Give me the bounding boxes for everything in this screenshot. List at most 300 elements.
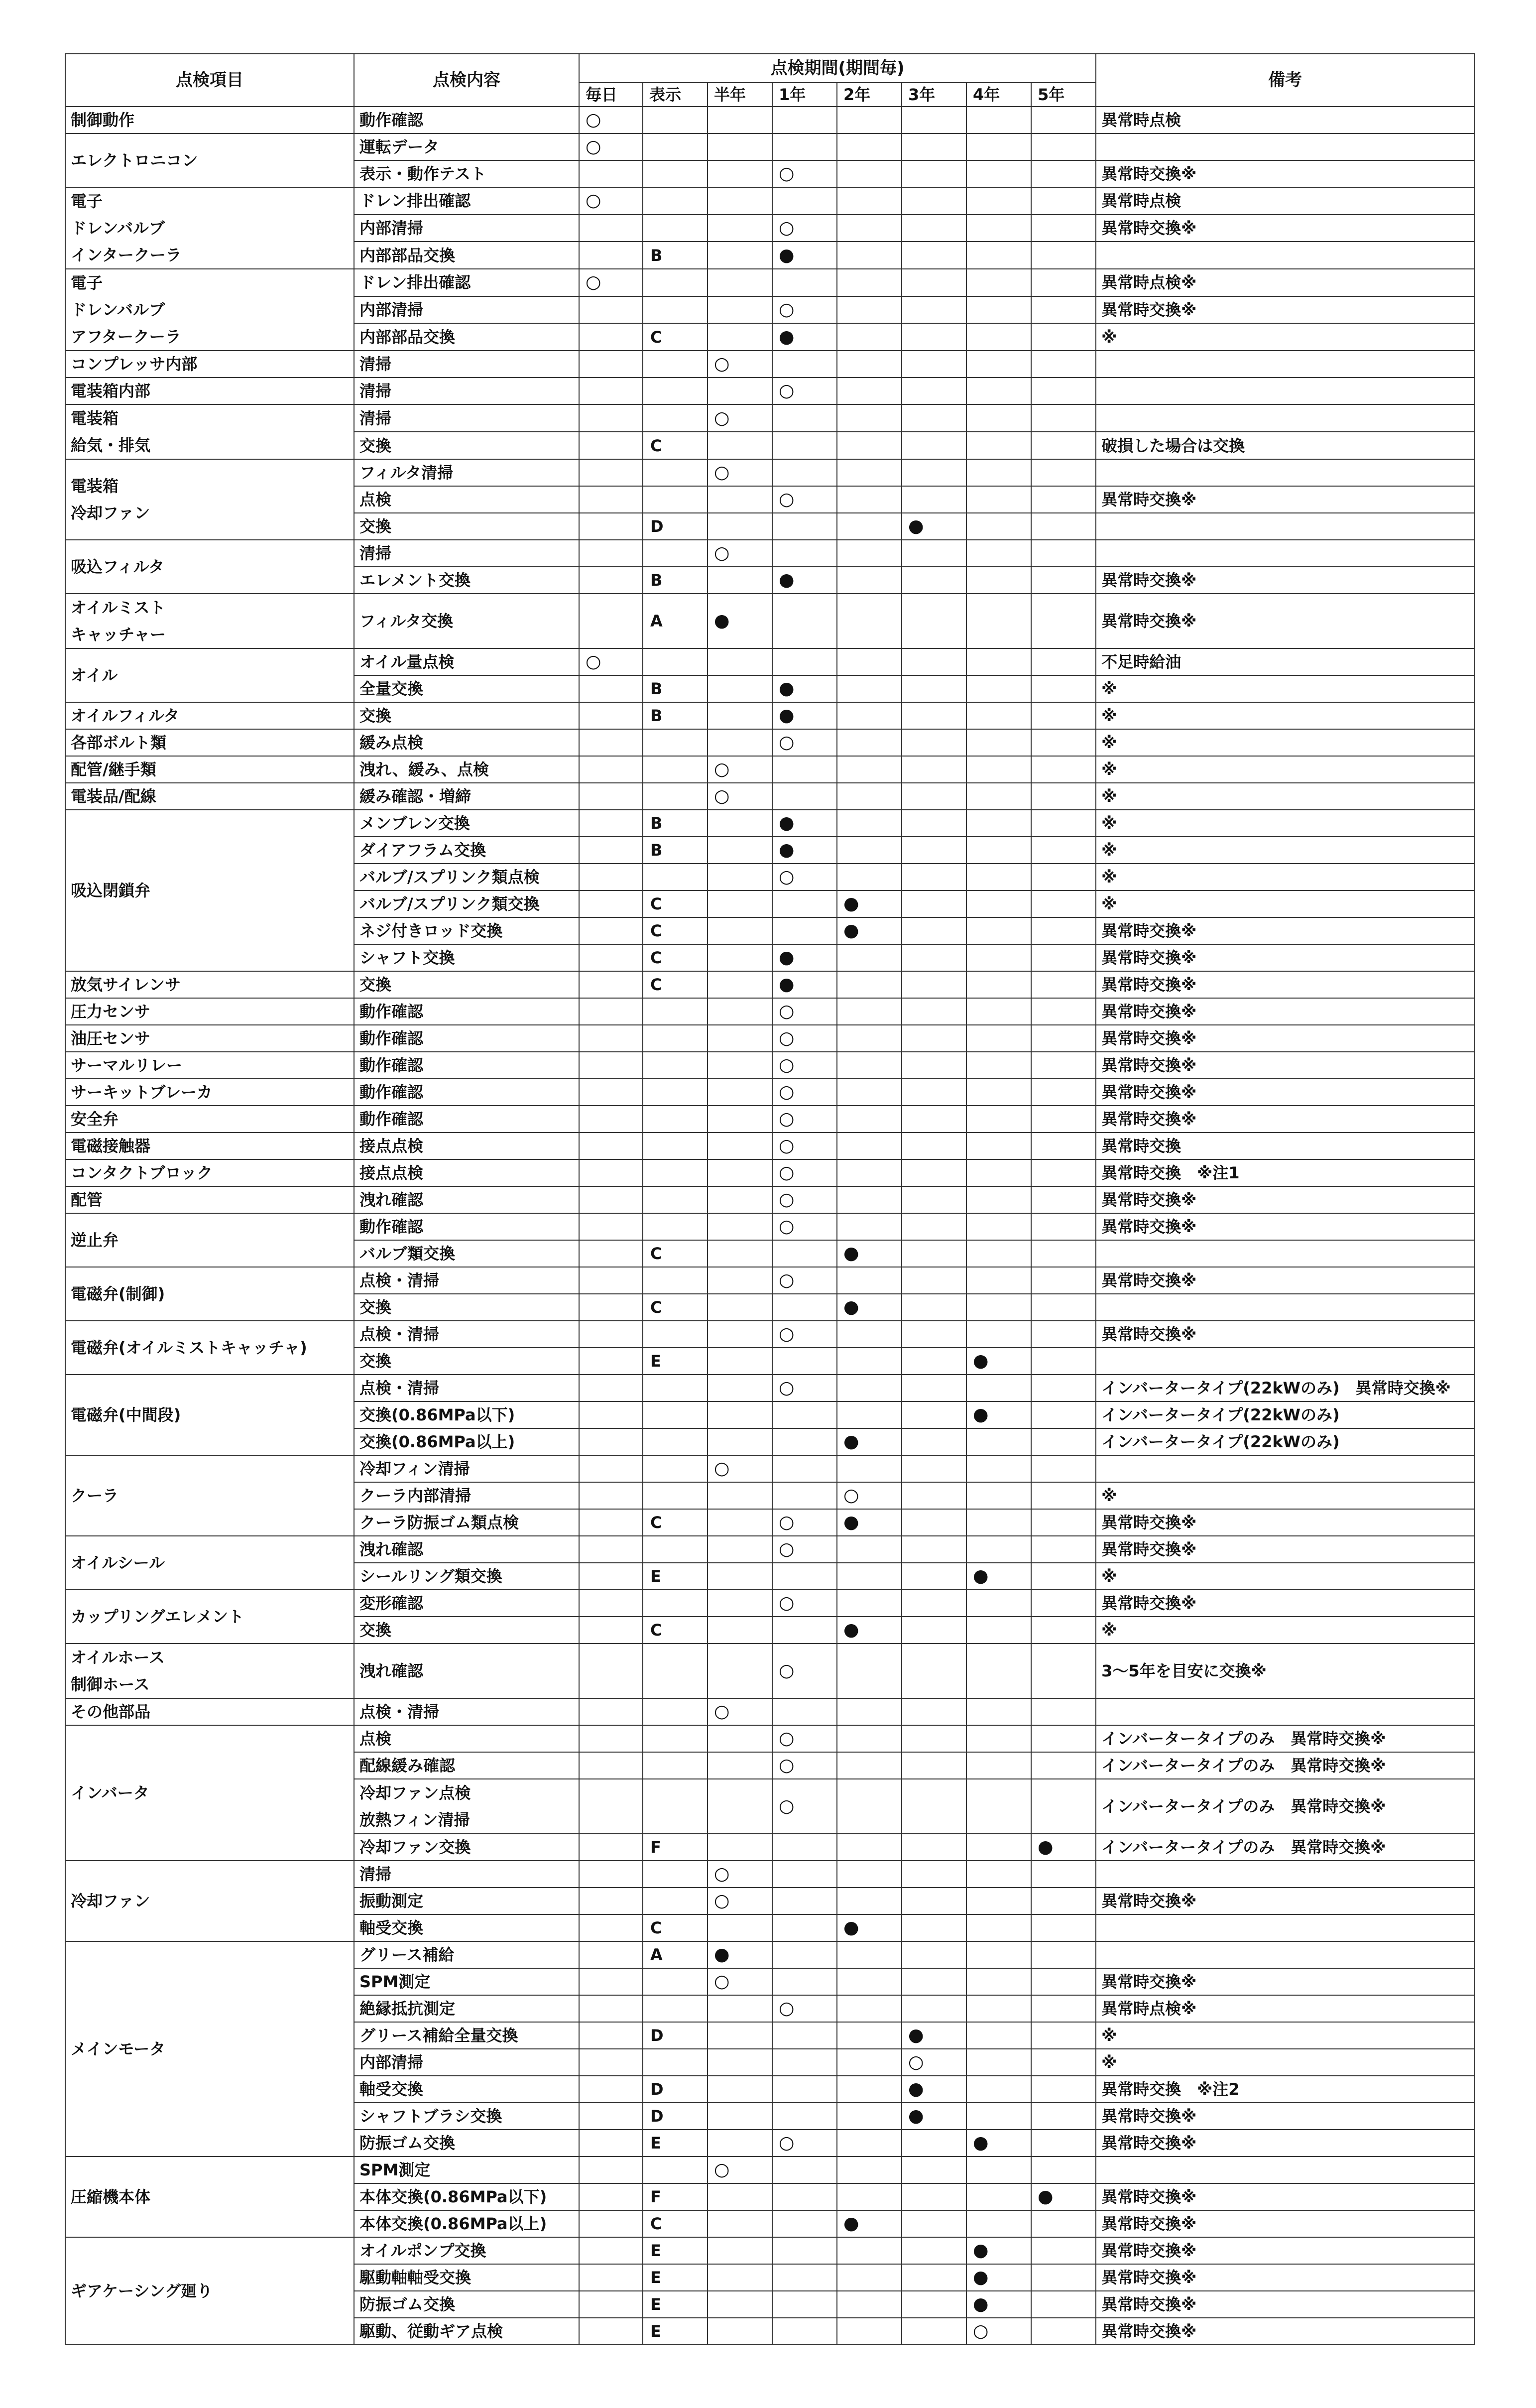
inspection-content: SPM測定 [354, 1968, 579, 1995]
maintenance-code [643, 269, 708, 296]
mark-3-year [902, 1186, 966, 1213]
text-line: 放熱フィン清掃 [359, 1810, 470, 1829]
table-row [65, 404, 1474, 432]
mark-2-year [837, 1213, 902, 1240]
inspection-item: 配管 [65, 1186, 354, 1213]
mark-daily [579, 1267, 643, 1294]
remark: 異常時交換 ※注2 [1096, 2076, 1474, 2103]
mark-daily [579, 1186, 643, 1213]
mark-3-year [902, 1159, 966, 1186]
maintenance-code: C [643, 890, 708, 917]
remark: 異常時交換※ [1096, 567, 1474, 594]
mark-daily [579, 2022, 643, 2049]
mark-5-year [1031, 917, 1096, 944]
table-row [65, 1267, 1474, 1294]
maintenance-code [643, 133, 708, 160]
inspection-content: バルブ/スプリンク類点検 [354, 864, 579, 890]
inspection-item: 電磁弁(制御) [65, 1267, 354, 1321]
inspection-content: ネジ付きロッド交換 [354, 917, 579, 944]
mark-1-year: ○ [772, 1186, 837, 1213]
mark-half-year [708, 323, 772, 351]
mark-3-year: ● [902, 513, 966, 540]
mark-half-year [708, 1133, 772, 1159]
mark-1-year: ○ [772, 1321, 837, 1348]
mark-half-year [708, 1348, 772, 1375]
mark-2-year [837, 2022, 902, 2049]
mark-3-year [902, 648, 966, 675]
inspection-item [65, 187, 354, 269]
mark-5-year [1031, 2076, 1096, 2103]
header-item: 点検項目 [65, 54, 354, 107]
remark: ※ [1096, 1617, 1474, 1644]
maintenance-code: C [643, 1294, 708, 1321]
mark-daily [579, 2210, 643, 2237]
mark-half-year: ○ [708, 1861, 772, 1888]
inspection-item: コンプレッサ内部 [65, 351, 354, 378]
mark-4-year [966, 486, 1031, 513]
remark: 異常時交換※ [1096, 1536, 1474, 1563]
mark-3-year [902, 1861, 966, 1888]
remark [1096, 513, 1474, 540]
mark-5-year [1031, 702, 1096, 729]
mark-half-year [708, 187, 772, 215]
mark-daily [579, 783, 643, 810]
mark-daily [579, 1321, 643, 1348]
mark-4-year [966, 1779, 1031, 1834]
mark-2-year [837, 2237, 902, 2264]
mark-2-year [837, 459, 902, 486]
mark-3-year [902, 1240, 966, 1267]
mark-4-year [966, 351, 1031, 378]
mark-5-year [1031, 2103, 1096, 2130]
mark-1-year [772, 540, 837, 567]
mark-daily [579, 1482, 643, 1509]
mark-3-year [902, 1267, 966, 1294]
inspection-content: オイルポンプ交換 [354, 2237, 579, 2264]
mark-5-year [1031, 2130, 1096, 2156]
maintenance-code: C [643, 1240, 708, 1267]
mark-half-year [708, 2291, 772, 2318]
table-body [65, 107, 1474, 2345]
mark-3-year [902, 729, 966, 756]
mark-daily [579, 1509, 643, 1536]
remark: インバータータイプ(22kWのみ) 異常時交換※ [1096, 1375, 1474, 1401]
mark-4-year [966, 2103, 1031, 2130]
remark [1096, 1861, 1474, 1888]
inspection-item: 安全弁 [65, 1106, 354, 1133]
mark-2-year: ● [837, 1509, 902, 1536]
remark: ※ [1096, 756, 1474, 783]
mark-half-year [708, 432, 772, 459]
mark-4-year: ● [966, 2130, 1031, 2156]
mark-2-year [837, 1052, 902, 1079]
mark-3-year [902, 567, 966, 594]
remark: 異常時交換※ [1096, 486, 1474, 513]
mark-5-year [1031, 269, 1096, 296]
maintenance-code [643, 1644, 708, 1698]
text-line: 給気・排気 [71, 436, 151, 455]
mark-half-year: ● [708, 594, 772, 648]
inspection-content: 内部部品交換 [354, 323, 579, 351]
mark-daily [579, 1995, 643, 2022]
mark-1-year [772, 1348, 837, 1375]
mark-3-year [902, 2291, 966, 2318]
mark-5-year [1031, 890, 1096, 917]
inspection-content: 配線緩み確認 [354, 1752, 579, 1779]
table-row [65, 107, 1474, 133]
mark-5-year [1031, 2264, 1096, 2291]
mark-4-year: ● [966, 1563, 1031, 1590]
remark: 異常時交換※ [1096, 1321, 1474, 1348]
mark-daily: ○ [579, 648, 643, 675]
mark-1-year [772, 351, 837, 378]
mark-2-year [837, 2049, 902, 2076]
remark: 異常時交換 ※注1 [1096, 1159, 1474, 1186]
remark: 異常時交換 [1096, 1133, 1474, 1159]
table-row [65, 1106, 1474, 1133]
mark-5-year [1031, 351, 1096, 378]
mark-2-year: ● [837, 2210, 902, 2237]
mark-2-year [837, 2076, 902, 2103]
maintenance-code [643, 1321, 708, 1348]
mark-4-year [966, 432, 1031, 459]
mark-daily [579, 1133, 643, 1159]
mark-2-year [837, 1348, 902, 1375]
remark: インバータータイプ(22kWのみ) [1096, 1401, 1474, 1428]
inspection-content: 軸受交換 [354, 2076, 579, 2103]
maintenance-code [643, 864, 708, 890]
mark-half-year [708, 269, 772, 296]
mark-2-year [837, 513, 902, 540]
mark-daily [579, 2156, 643, 2183]
mark-2-year [837, 2291, 902, 2318]
mark-4-year [966, 215, 1031, 242]
mark-1-year: ● [772, 567, 837, 594]
mark-4-year [966, 404, 1031, 432]
mark-1-year [772, 2103, 837, 2130]
maintenance-code: E [643, 2264, 708, 2291]
table-row [65, 1941, 1474, 1968]
mark-4-year [966, 1240, 1031, 1267]
maintenance-code [643, 1455, 708, 1482]
mark-half-year [708, 944, 772, 971]
maintenance-code: E [643, 2237, 708, 2264]
text-line: キャッチャー [71, 625, 166, 644]
mark-2-year [837, 2183, 902, 2210]
mark-5-year [1031, 2291, 1096, 2318]
mark-2-year [837, 378, 902, 404]
mark-3-year [902, 1375, 966, 1401]
mark-2-year [837, 1455, 902, 1482]
remark [1096, 133, 1474, 160]
mark-1-year: ○ [772, 1375, 837, 1401]
inspection-content: 清掃 [354, 540, 579, 567]
mark-daily [579, 2291, 643, 2318]
table-row [65, 1133, 1474, 1159]
mark-daily [579, 2237, 643, 2264]
mark-2-year [837, 944, 902, 971]
mark-3-year [902, 1321, 966, 1348]
inspection-item: 圧縮機本体 [65, 2156, 354, 2237]
mark-3-year [902, 864, 966, 890]
mark-5-year [1031, 1052, 1096, 1079]
table-row [65, 378, 1474, 404]
mark-3-year [902, 1213, 966, 1240]
mark-1-year [772, 756, 837, 783]
remark: 異常時交換※ [1096, 917, 1474, 944]
mark-daily [579, 296, 643, 324]
mark-daily [579, 1294, 643, 1321]
mark-5-year [1031, 1914, 1096, 1941]
mark-5-year [1031, 1861, 1096, 1888]
mark-5-year [1031, 1752, 1096, 1779]
table-row [65, 1025, 1474, 1052]
mark-daily [579, 459, 643, 486]
mark-5-year [1031, 432, 1096, 459]
remark: ※ [1096, 890, 1474, 917]
mark-3-year [902, 675, 966, 702]
mark-half-year: ○ [708, 2156, 772, 2183]
table-row [65, 2237, 1474, 2264]
inspection-item: サーキットブレーカ [65, 1079, 354, 1106]
mark-2-year [837, 1644, 902, 1698]
mark-2-year [837, 1590, 902, 1617]
mark-1-year [772, 1563, 837, 1590]
inspection-item [65, 594, 354, 648]
inspection-content: バルブ/スプリンク類交換 [354, 890, 579, 917]
maintenance-code [643, 729, 708, 756]
mark-3-year [902, 944, 966, 971]
mark-daily: ○ [579, 133, 643, 160]
mark-half-year: ○ [708, 783, 772, 810]
mark-2-year [837, 1106, 902, 1133]
mark-3-year [902, 1914, 966, 1941]
mark-half-year [708, 486, 772, 513]
mark-5-year [1031, 1375, 1096, 1401]
remark: 異常時点検 [1096, 107, 1474, 133]
mark-half-year [708, 1321, 772, 1348]
mark-2-year [837, 1779, 902, 1834]
mark-half-year [708, 864, 772, 890]
remark: 異常時交換※ [1096, 1590, 1474, 1617]
mark-5-year [1031, 133, 1096, 160]
mark-daily [579, 998, 643, 1025]
mark-half-year: ○ [708, 459, 772, 486]
inspection-item: エレクトロニコン [65, 133, 354, 187]
table-row [65, 133, 1474, 160]
remark [1096, 1294, 1474, 1321]
mark-half-year [708, 729, 772, 756]
mark-5-year [1031, 864, 1096, 890]
maintenance-code: B [643, 675, 708, 702]
inspection-content: クーラ内部清掃 [354, 1482, 579, 1509]
inspection-content: 駆動軸軸受交換 [354, 2264, 579, 2291]
mark-1-year [772, 648, 837, 675]
inspection-item: 放気サイレンサ [65, 971, 354, 998]
mark-half-year [708, 810, 772, 837]
mark-5-year [1031, 1401, 1096, 1428]
mark-daily [579, 1941, 643, 1968]
table-row [65, 1725, 1474, 1752]
mark-4-year [966, 998, 1031, 1025]
mark-4-year [966, 459, 1031, 486]
maintenance-code [643, 1428, 708, 1455]
mark-1-year: ○ [772, 1025, 837, 1052]
inspection-content: 点検 [354, 486, 579, 513]
mark-3-year [902, 404, 966, 432]
mark-daily [579, 890, 643, 917]
mark-4-year [966, 2022, 1031, 2049]
inspection-content: 内部清掃 [354, 296, 579, 324]
mark-4-year [966, 1590, 1031, 1617]
maintenance-code [643, 648, 708, 675]
maintenance-code [643, 1861, 708, 1888]
mark-5-year [1031, 187, 1096, 215]
mark-5-year [1031, 1482, 1096, 1509]
remark: 異常時交換※ [1096, 1186, 1474, 1213]
mark-4-year: ● [966, 1401, 1031, 1428]
mark-1-year [772, 432, 837, 459]
mark-half-year: ○ [708, 404, 772, 432]
header-3-year: 3年 [902, 83, 966, 107]
mark-half-year [708, 702, 772, 729]
inspection-content: 冷却フィン清掃 [354, 1455, 579, 1482]
mark-5-year [1031, 729, 1096, 756]
mark-5-year [1031, 1644, 1096, 1698]
mark-daily [579, 1968, 643, 1995]
mark-4-year [966, 729, 1031, 756]
mark-daily [579, 1698, 643, 1725]
text-line: 冷却ファン [71, 504, 150, 522]
text-line: アフタークーラ [71, 327, 181, 346]
mark-3-year [902, 215, 966, 242]
mark-5-year [1031, 1888, 1096, 1914]
mark-2-year [837, 675, 902, 702]
mark-5-year [1031, 837, 1096, 864]
mark-2-year [837, 971, 902, 998]
mark-2-year [837, 594, 902, 648]
maintenance-code [643, 1375, 708, 1401]
mark-1-year: ○ [772, 864, 837, 890]
mark-half-year [708, 1482, 772, 1509]
mark-4-year [966, 1375, 1031, 1401]
inspection-content: シールリング類交換 [354, 1563, 579, 1590]
inspection-content: 内部部品交換 [354, 242, 579, 269]
remark: インバータータイプ(22kWのみ) [1096, 1428, 1474, 1455]
mark-4-year [966, 971, 1031, 998]
inspection-content: 交換 [354, 432, 579, 459]
mark-half-year [708, 648, 772, 675]
mark-3-year [902, 1348, 966, 1375]
maintenance-code: D [643, 2076, 708, 2103]
mark-daily [579, 378, 643, 404]
mark-4-year [966, 1995, 1031, 2022]
mark-daily [579, 1725, 643, 1752]
table-row [65, 2156, 1474, 2183]
mark-4-year: ● [966, 2264, 1031, 2291]
inspection-content: 動作確認 [354, 1213, 579, 1240]
mark-daily [579, 2318, 643, 2345]
mark-5-year [1031, 1025, 1096, 1052]
mark-half-year [708, 1159, 772, 1186]
mark-3-year [902, 1133, 966, 1159]
mark-daily [579, 1644, 643, 1698]
maintenance-code [643, 351, 708, 378]
mark-half-year [708, 1213, 772, 1240]
remark: インバータータイプのみ 異常時交換※ [1096, 1834, 1474, 1861]
mark-1-year [772, 1428, 837, 1455]
mark-1-year [772, 1455, 837, 1482]
maintenance-code [643, 1267, 708, 1294]
maintenance-code [643, 1133, 708, 1159]
inspection-item: 電装品/配線 [65, 783, 354, 810]
inspection-content: 点検・清掃 [354, 1698, 579, 1725]
mark-4-year [966, 702, 1031, 729]
mark-half-year [708, 2318, 772, 2345]
mark-3-year [902, 296, 966, 324]
mark-2-year [837, 1861, 902, 1888]
mark-5-year [1031, 1079, 1096, 1106]
mark-daily [579, 1455, 643, 1482]
mark-half-year [708, 1590, 772, 1617]
mark-2-year [837, 2264, 902, 2291]
maintenance-code [643, 215, 708, 242]
mark-3-year [902, 1752, 966, 1779]
inspection-content: SPM測定 [354, 2156, 579, 2183]
remark [1096, 540, 1474, 567]
mark-half-year [708, 1995, 772, 2022]
mark-4-year [966, 1861, 1031, 1888]
mark-1-year: ○ [772, 1052, 837, 1079]
remark: ※ [1096, 702, 1474, 729]
mark-3-year [902, 486, 966, 513]
mark-1-year [772, 404, 837, 432]
inspection-item: コンタクトブロック [65, 1159, 354, 1186]
maintenance-code [643, 1995, 708, 2022]
mark-daily [579, 2130, 643, 2156]
mark-5-year [1031, 1428, 1096, 1455]
mark-5-year [1031, 648, 1096, 675]
mark-1-year [772, 513, 837, 540]
mark-daily [579, 1563, 643, 1590]
mark-3-year [902, 107, 966, 133]
inspection-content: 変形確認 [354, 1590, 579, 1617]
mark-5-year [1031, 756, 1096, 783]
mark-5-year [1031, 1186, 1096, 1213]
mark-daily [579, 1428, 643, 1455]
mark-3-year: ● [902, 2103, 966, 2130]
inspection-item: 電磁接触器 [65, 1133, 354, 1159]
inspection-item: カップリングエレメント [65, 1590, 354, 1644]
mark-3-year [902, 1941, 966, 1968]
remark: ※ [1096, 1482, 1474, 1509]
mark-2-year [837, 486, 902, 513]
remark: 異常時交換※ [1096, 215, 1474, 242]
mark-3-year [902, 2318, 966, 2345]
remark [1096, 1455, 1474, 1482]
text-line: ドレンバルブ [71, 300, 165, 319]
remark [1096, 1240, 1474, 1267]
mark-3-year [902, 160, 966, 187]
mark-daily: ○ [579, 269, 643, 296]
inspection-content: 動作確認 [354, 1052, 579, 1079]
mark-daily [579, 1590, 643, 1617]
mark-1-year [772, 783, 837, 810]
remark: ※ [1096, 864, 1474, 890]
inspection-content: ドレン排出確認 [354, 269, 579, 296]
mark-2-year [837, 1159, 902, 1186]
mark-1-year: ○ [772, 1779, 837, 1834]
